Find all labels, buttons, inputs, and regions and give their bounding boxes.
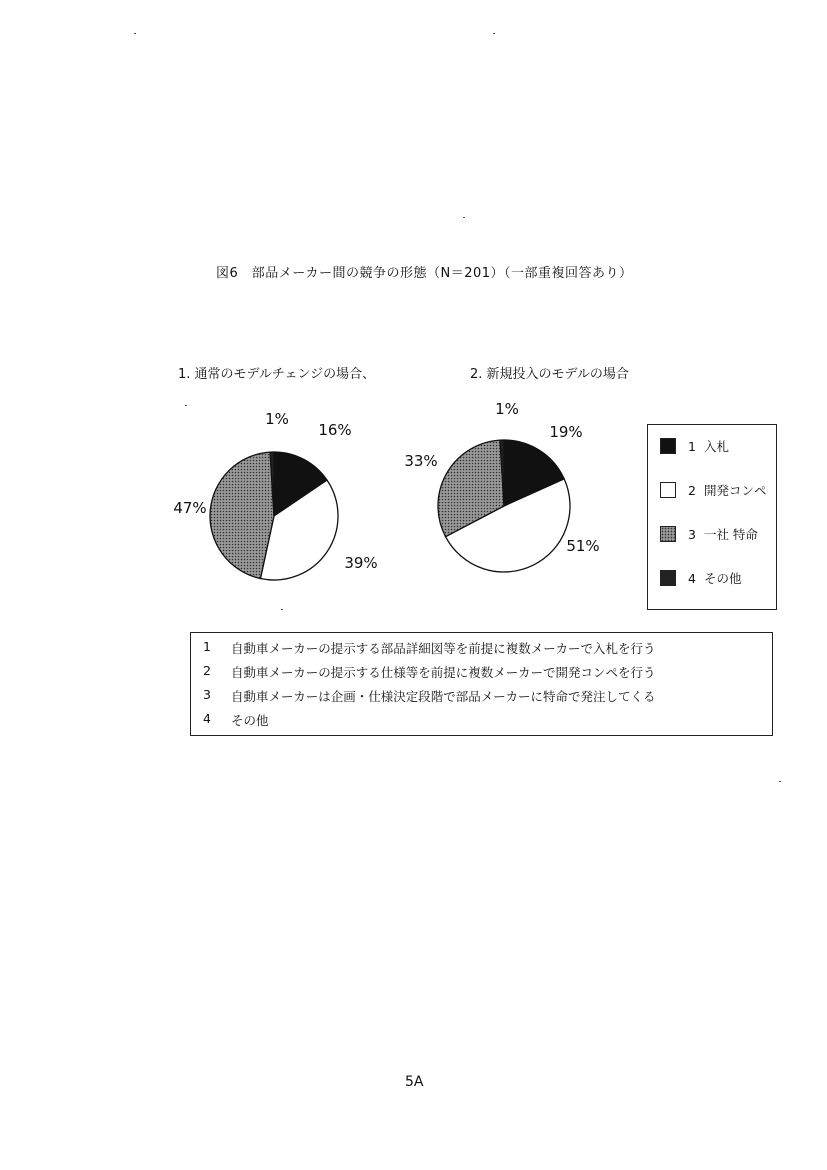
note-num: 3	[203, 687, 211, 702]
note-row-3	[203, 687, 656, 705]
legend-label: 開発コンペ	[703, 483, 767, 498]
legend-swatch-solid	[660, 438, 676, 454]
legend-num: 2	[688, 482, 696, 498]
note-num: 2	[203, 663, 211, 678]
note-num: 4	[203, 711, 211, 726]
slice-percent-label: 39%	[344, 554, 378, 572]
figure-title: 図6 部品メーカー間の競争の形態（N＝201）（一部重複回答あり）	[216, 266, 633, 281]
legend-label: その他	[703, 571, 742, 586]
note-row-1	[203, 639, 656, 657]
legend-num: 4	[688, 570, 696, 586]
legend-swatch-white	[660, 482, 676, 498]
page-number: 5A	[405, 1074, 424, 1090]
slice-percent-label: 19%	[549, 423, 583, 441]
scan-speck	[281, 609, 283, 610]
pie-chart-1	[173, 410, 377, 580]
note-row-2	[203, 663, 656, 681]
legend-item-3	[660, 525, 758, 543]
legend-label: 一社 特命	[703, 527, 758, 542]
legend-num: 1	[688, 438, 696, 454]
legend-num: 3	[688, 526, 696, 542]
slice-percent-label: 16%	[318, 421, 352, 439]
legend-box	[647, 424, 777, 610]
scan-speck	[134, 33, 136, 34]
notes-box	[190, 632, 773, 736]
chart1-title: 1. 通常のモデルチェンジの場合、	[178, 367, 376, 382]
legend-label: 入札	[703, 439, 729, 454]
scan-speck	[493, 33, 495, 34]
legend-item-4	[660, 569, 741, 587]
slice-percent-label: 47%	[173, 499, 207, 517]
pie-chart-2	[404, 400, 599, 572]
slice-percent-label: 1%	[265, 410, 289, 428]
slice-percent-label: 33%	[404, 452, 438, 470]
slice-percent-label: 51%	[566, 537, 600, 555]
scan-speck	[779, 781, 781, 782]
note-num: 1	[203, 639, 211, 654]
note-text: その他	[231, 713, 269, 728]
slice-issha-tokumei	[210, 452, 274, 578]
legend-item-2	[660, 481, 766, 499]
legend-item-1	[660, 437, 729, 455]
legend-swatch-dark	[660, 570, 676, 586]
note-text: 自動車メーカーの提示する部品詳細図等を前提に複数メーカーで入札を行う	[231, 641, 656, 656]
legend-swatch-dotted	[660, 526, 676, 542]
note-text: 自動車メーカーは企画・仕様決定段階で部品メーカーに特命で発注してくる	[231, 689, 656, 704]
note-text: 自動車メーカーの提示する仕様等を前提に複数メーカーで開発コンペを行う	[231, 665, 656, 680]
scan-speck	[185, 405, 187, 406]
slice-percent-label: 1%	[495, 400, 519, 418]
scan-speck	[463, 217, 465, 218]
note-row-4	[203, 711, 269, 729]
chart2-title: 2. 新規投入のモデルの場合	[470, 367, 629, 382]
